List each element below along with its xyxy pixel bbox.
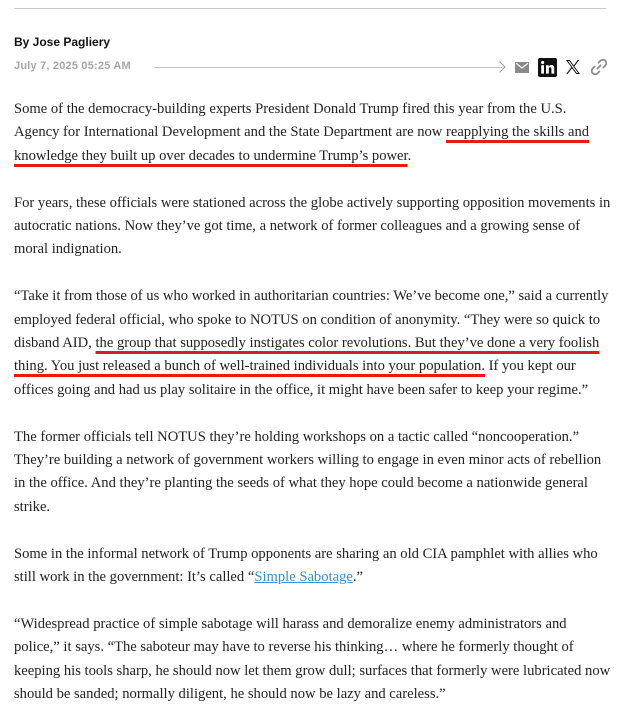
link-icon[interactable] <box>589 57 609 77</box>
mail-icon[interactable] <box>512 57 532 77</box>
paragraph-1-text: Some of the democracy-building experts President Donald Trump fired this year from the U.S. Agency for International Development and the State Department are now <box>14 101 567 141</box>
divider-arrow-line <box>154 67 502 68</box>
top-divider <box>14 8 606 9</box>
paragraph-3 <box>14 285 614 402</box>
highlighted-quote-2: the group that supposedly instigates color revolutions. But they’ve done a very foolish thing. You just released a bunch of well-trained individuals into your population. <box>14 335 600 375</box>
paragraph-3-text: “Take it from those of us who worked in authoritarian countries: We’ve become one,” said a currently employed federal official, who spoke to NOTUS on condition of anonymity. “They were so quick to disband AID, <box>14 288 609 352</box>
linkedin-icon[interactable] <box>537 57 557 77</box>
x-icon[interactable] <box>563 57 583 77</box>
article-body <box>14 98 614 706</box>
author-byline: By Jose Pagliery <box>14 35 111 49</box>
article-meta-row <box>14 57 610 77</box>
paragraph-6: “Widespread practice of simple sabotage will harass and demoralize enemy administrators and police,” it says. “The saboteur may have to reverse his thinking… where he formerly thought of keeping his tools sharp, he should now let them grow dull; surfaces that formerly were lubricated now should be sanded; normally diligent, he should now be lazy and careless.” <box>14 615 611 703</box>
paragraph-5 <box>14 543 614 590</box>
paragraph-5-end: .” <box>352 569 363 586</box>
arrow-right-icon <box>494 61 505 72</box>
simple-sabotage-link[interactable]: Simple Sabotage <box>254 569 353 586</box>
paragraph-3-end: If you kept our offices going and had us play solitaire in the office, it might have been safer to keep your regime.” <box>14 358 589 398</box>
paragraph-4: The former officials tell NOTUS they’re holding workshops on a tactic called “noncooperation.” They’re building a network of government workers willing to engage in even minor acts of rebellion in the office. And they’re planting the seeds of what they hope could become a nationwide general strike. <box>14 428 602 515</box>
paragraph-5-text: Some in the informal network of Trump opponents are sharing an old CIA pamphlet with allies who still work in the government: It’s called “ <box>14 545 598 586</box>
highlighted-quote-1: reapplying the skills and knowledge they built up over decades to undermine Trump’s power <box>14 124 590 164</box>
paragraph-1-end: . <box>407 147 412 164</box>
publish-date: July 7, 2025 05:25 AM <box>14 60 131 72</box>
paragraph-2: For years, these officials were stationed across the globe actively supporting opposition movements in autocratic nations. Now they’ve got time, a network of former colleagues and a growing sense of moral indignation. <box>14 194 611 258</box>
paragraph-1 <box>14 98 614 168</box>
